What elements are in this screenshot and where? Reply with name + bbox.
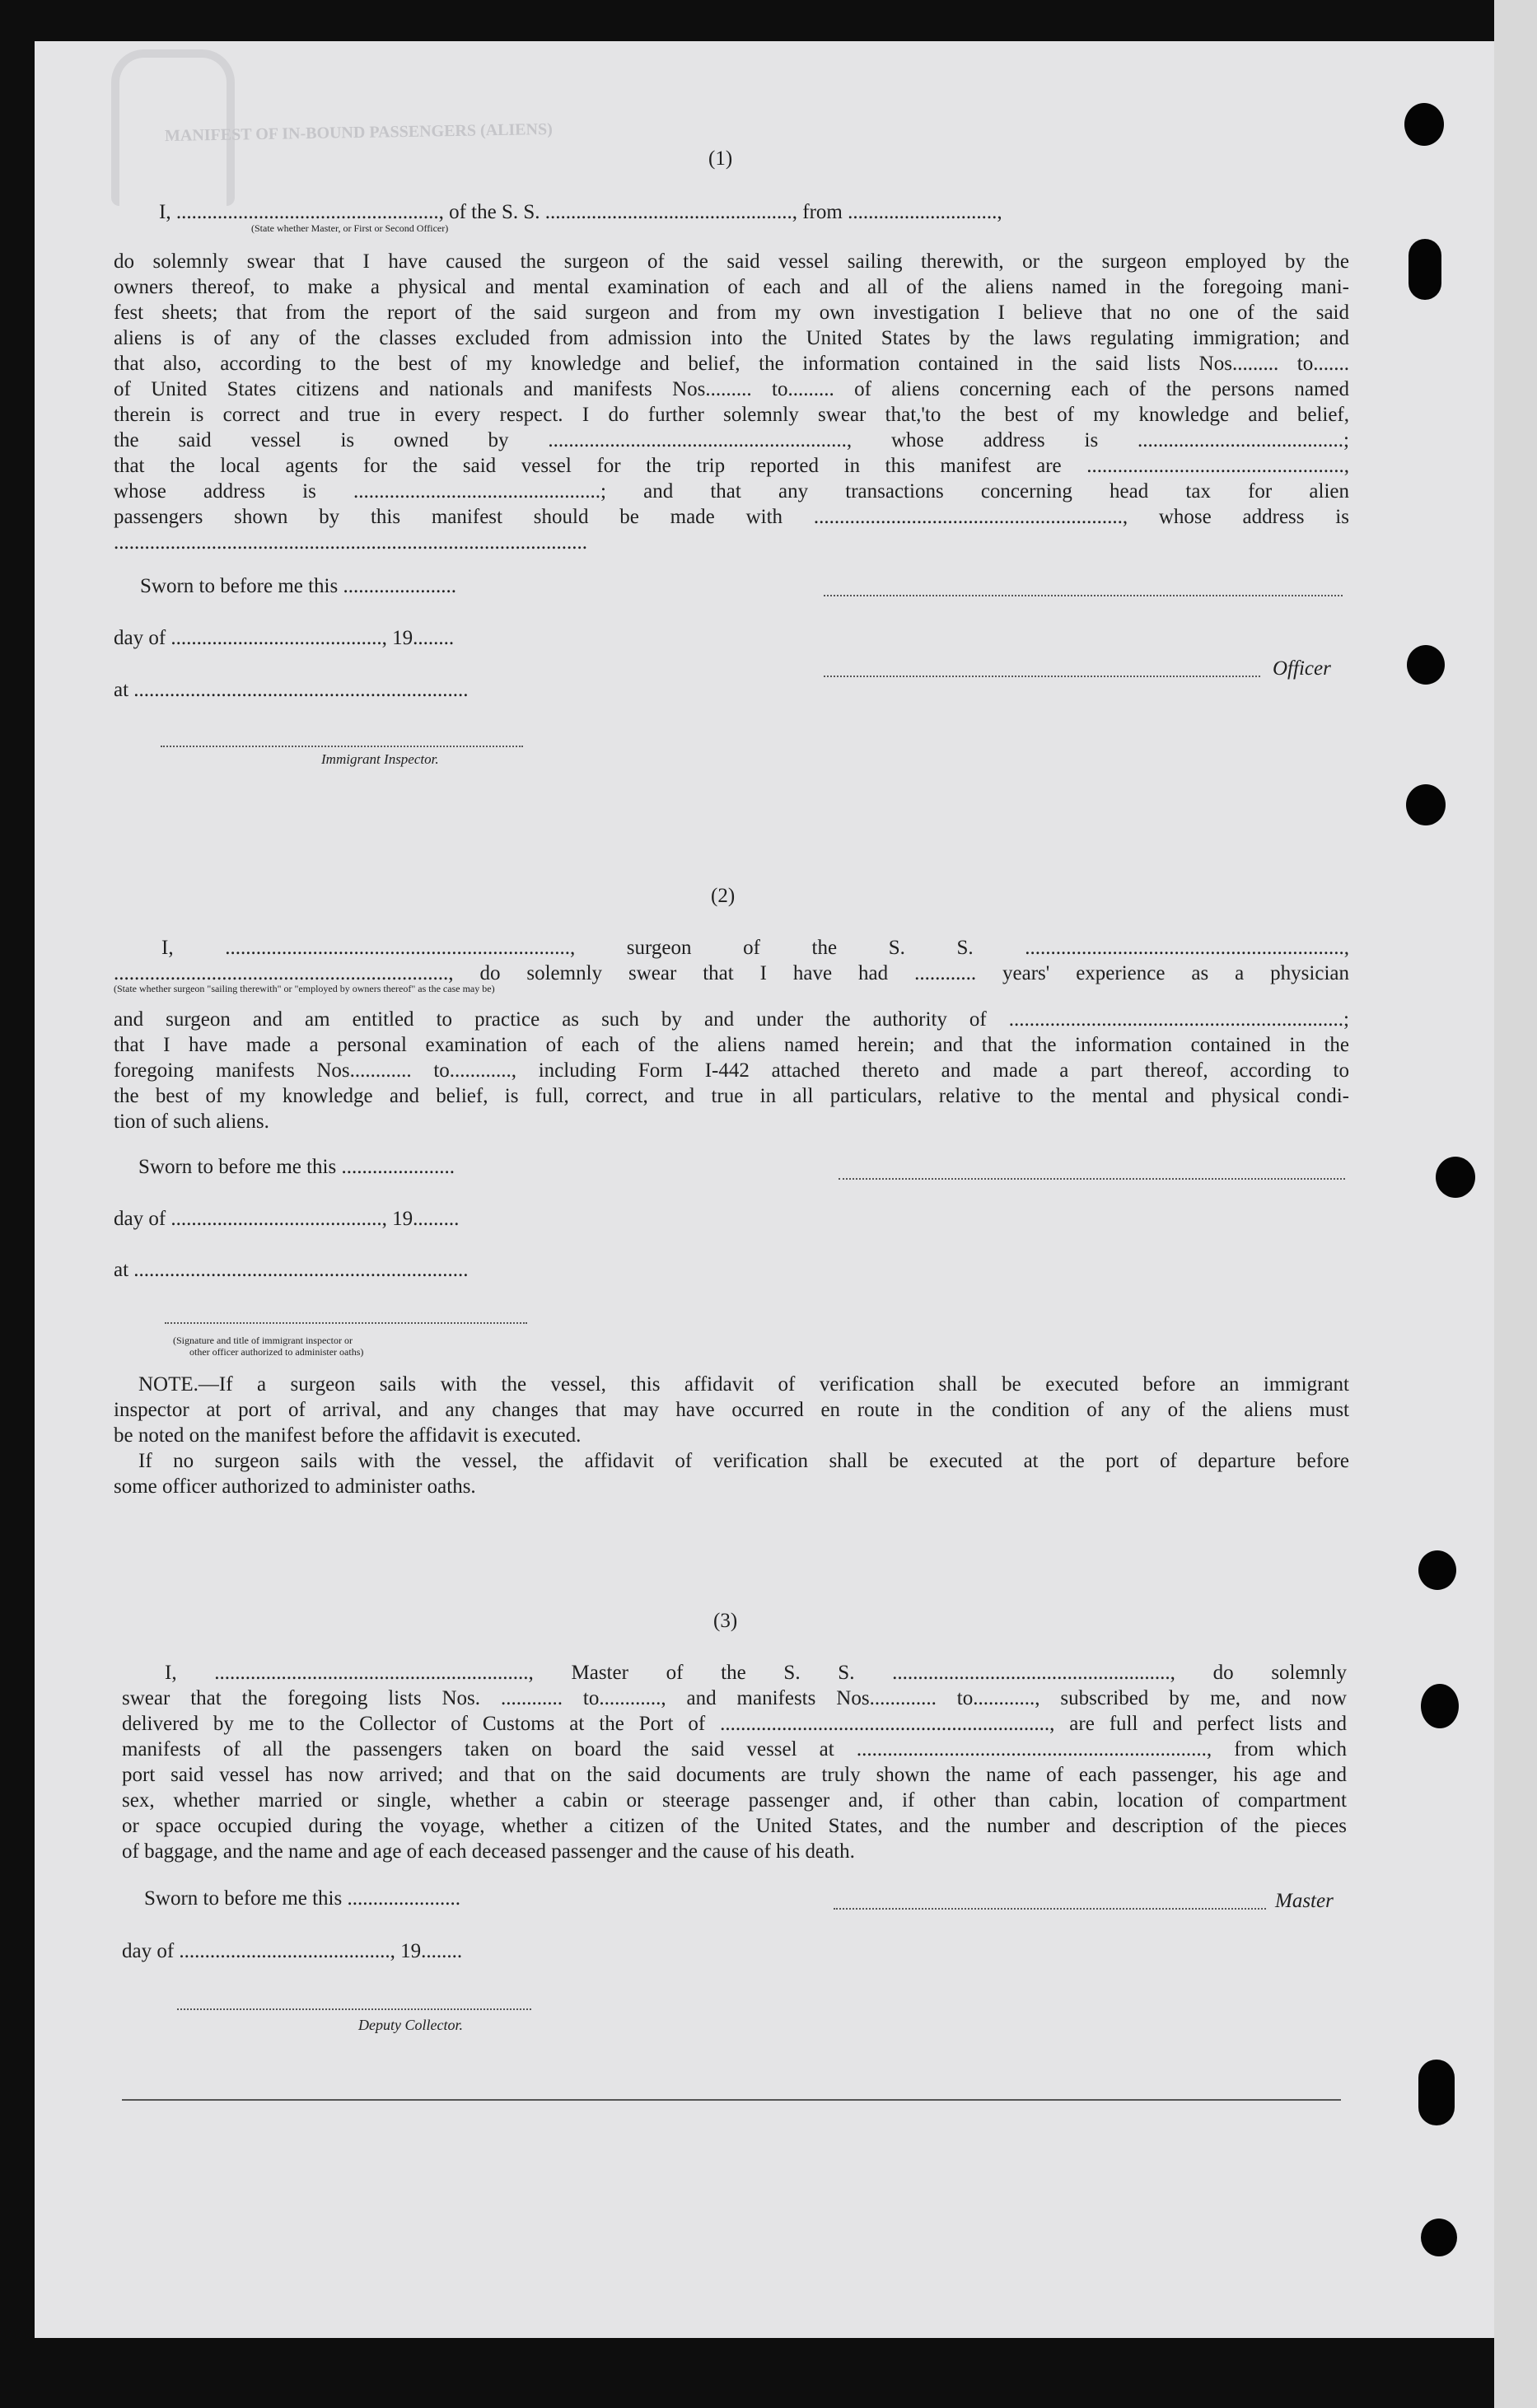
officer-label: Officer <box>1273 657 1331 680</box>
punch-hole <box>1418 2060 1455 2125</box>
sworn-line: Sworn to before me this ...................... <box>144 1887 460 1910</box>
signature-line <box>839 1178 1345 1180</box>
at-line: at ................................................................. <box>114 679 469 701</box>
inspector-label: Immigrant Inspector. <box>321 751 439 767</box>
signature-note: other officer authorized to administer oaths) <box>189 1346 364 1358</box>
scan-border <box>1494 0 1537 2408</box>
at-line: at ................................................................. <box>114 1259 469 1281</box>
day-line: day of ........................................., 19........ <box>122 1940 463 1962</box>
punch-hole <box>1421 1684 1459 1728</box>
collector-label: Deputy Collector. <box>358 2017 463 2033</box>
punch-hole <box>1406 784 1446 825</box>
section1-note: (State whether Master, or First or Second Officer) <box>251 222 449 234</box>
section2-body: and surgeon and am entitled to practice as such by and under the authority of .................................................................; that I have made a personal examination of each of the aliens named herein; and that the information contained in the foregoing manifests Nos............ to............, including Form I-442 attached thereto and made a part thereof, according to the best of my knowledge and belief, is full, correct, and true in all particulars, relative to the mental and physical condi- tion of such aliens. <box>114 1008 1349 1133</box>
handwritten-mark <box>111 49 235 206</box>
officer-line <box>824 676 1260 677</box>
punch-hole <box>1409 239 1441 300</box>
section-number: (3) <box>713 1610 738 1632</box>
inspector-line <box>161 746 523 747</box>
day-line: day of ........................................., 19......... <box>114 1208 460 1230</box>
section2-opening-line: I, ..................................................................., surgeon of the S. S. .............................................................., ................................................................., do solemnly swear that I have had ............ years' experience as a physician <box>114 937 1349 984</box>
punch-hole <box>1421 2219 1457 2256</box>
faint-stamp: MANIFEST OF IN-BOUND PASSENGERS (ALIENS) <box>164 119 553 146</box>
inspector-line <box>165 1322 527 1324</box>
sworn-line: Sworn to before me this ...................... <box>138 1156 455 1178</box>
signature-note: (Signature and title of immigrant inspector or <box>173 1335 353 1346</box>
punch-hole <box>1418 1550 1456 1590</box>
note-label: NOTE. <box>138 1373 199 1396</box>
master-label: Master <box>1275 1890 1334 1912</box>
punch-hole <box>1407 645 1445 685</box>
signature-line <box>824 595 1343 596</box>
section-number: (1) <box>708 147 733 170</box>
punch-hole <box>1436 1157 1475 1198</box>
section3-body: I, ............................................................., Master of the S. S. ......................................................, do solemnly swear that the foregoing lists Nos. ............ to............, and manifests Nos............. to............, subscribed by me, and now delivered by me to the Collector of Customs at the Port of ................................................................, are full and perfect lists and manifests of all the passengers taken on board the said vessel at ...................................................................., from which port said vessel has now arrived; and that on the said documents are truly shown the name of each passenger, his age and sex, whether married or single, whether a cabin or steerage passenger and, if other than cabin, location of compartment or space occupied during the voyage, whether a citizen of the United States, and the number and description of the pieces of baggage, and the name and age of each deceased passenger and the cause of his death. <box>122 1662 1347 1863</box>
punch-hole <box>1404 103 1444 146</box>
day-line: day of ........................................., 19........ <box>114 627 455 649</box>
section1-opening-line: I, ..................................................., of the S. S. ................................................, from ............................., <box>159 201 1002 223</box>
sworn-line: Sworn to before me this ...................... <box>140 575 456 597</box>
master-line <box>834 1908 1266 1910</box>
collector-line <box>177 2008 531 2010</box>
section2-note: (State whether surgeon "sailing therewith" or "employed by owners thereof" as the case may be) <box>114 983 495 994</box>
section-number: (2) <box>711 885 736 907</box>
bottom-rule <box>122 2099 1341 2101</box>
section1-body: do solemnly swear that I have caused the surgeon of the said vessel sailing therewith, or the surgeon employed by the owners thereof, to make a physical and mental examination of each and all of the aliens named in the foregoing mani- fest sheets; that from the report of the said surgeon and from my own investigation I believe that no one of the said aliens is of any of the classes excluded from admission into the United States by the laws regulating immigration; and that also, according to the best of my knowledge and belief, the information contained in the said lists Nos......... to....... of United States citizens and nationals and manifests Nos......... to......... of aliens concerning each of the persons named therein is correct and true in every respect. I do further solemnly swear that,'to the best of my knowledge and belief, the said vessel is owned by .........................................................., whose address is ........................................; that the local agents for the said vessel for the trip reported in this manifest are .................................................., whose address is ................................................; and that any transactions concerning head tax for alien passengers shown by this manifest should be made with ............................................................, whose address is ............................................................................................ <box>114 250 1349 554</box>
section2-note-paragraph: NOTE.—If a surgeon sails with the vessel, this affidavit of verification shall be executed before an immigrant inspector at port of arrival, and any changes that may have occurred en route in the condition of any of the aliens must be noted on the manifest before the affidavit is executed. If no surgeon sails with the vessel, the affidavit of verification shall be executed at the port of departure before some officer authorized to administer oaths. <box>114 1373 1349 1498</box>
